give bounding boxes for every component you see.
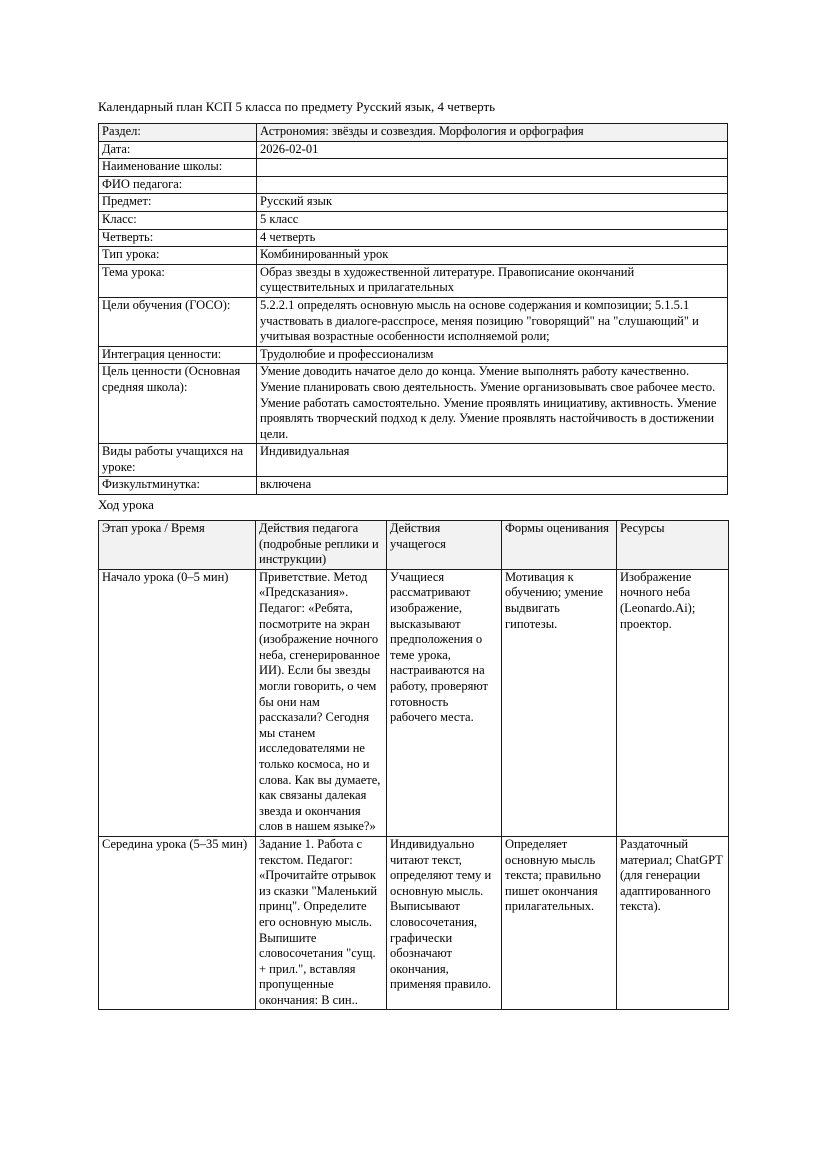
info-label-cell: Предмет: — [99, 194, 257, 212]
course-flow-section-title: Ход урока — [98, 497, 154, 513]
info-value-cell: Русский язык — [257, 194, 728, 212]
info-label-cell: Интеграция ценности: — [99, 346, 257, 364]
info-value-cell — [257, 159, 728, 177]
info-value-cell: 2026-02-01 — [257, 141, 728, 159]
info-value-cell — [257, 176, 728, 194]
info-row-quarter — [99, 229, 728, 247]
info-row-class — [99, 211, 728, 229]
info-value-cell: 5.2.2.1 определять основную мысль на основе содержания и композиции; 5.1.5.1 участвовать в диалоге-расспросе, меняя позицию "говорящий" на "слушающий" и учитывая возрастные особенности исполняемой роли; — [257, 297, 728, 346]
info-label-cell: ФИО педагога: — [99, 176, 257, 194]
flow-header-stage: Этап урока / Время — [99, 521, 256, 570]
info-row-goals — [99, 297, 728, 346]
info-value-cell: включена — [257, 477, 728, 495]
flow-header-resources: Ресурсы — [617, 521, 729, 570]
info-label-cell: Четверть: — [99, 229, 257, 247]
flow-cell-assessment: Определяет основную мысль текста; правильно пишет окончания прилагательных. — [502, 836, 617, 1010]
info-row-data — [99, 141, 728, 159]
flow-cell-teacher-actions: Приветствие. Метод «Предсказания». Педагог: «Ребята, посмотрите на экран (изображение ночного неба, сгенерированное ИИ). Если бы звезды могли говорить, о чем бы они нам рассказали? Сегодня мы станем исследователями не только космоса, но и слова. Как вы думаете, как связаны далекая звезда и окончания слов в нашем языке?» — [256, 569, 387, 836]
flow-cell-assessment: Мотивация к обучению; умение выдвигать гипотезы. — [502, 569, 617, 836]
info-label-cell: Тип урока: — [99, 247, 257, 265]
info-value-cell: 4 четверть — [257, 229, 728, 247]
info-row-razdel — [99, 124, 728, 142]
flow-header-teacher-actions: Действия педагога (подробные реплики и инструкции) — [256, 521, 387, 570]
info-row-phys-minute — [99, 477, 728, 495]
info-row-work-types — [99, 444, 728, 477]
info-value-cell: 5 класс — [257, 211, 728, 229]
info-value-cell: Комбинированный урок — [257, 247, 728, 265]
info-row-lesson-theme — [99, 264, 728, 297]
info-label-cell: Наименование школы: — [99, 159, 257, 177]
flow-row-lesson-middle — [99, 836, 729, 1010]
flow-cell-resources: Раздаточный материал; ChatGPT (для генерации адаптированного текста). — [617, 836, 729, 1010]
document-content — [98, 99, 728, 1010]
info-label-cell: Цель ценности (Основная средняя школа): — [99, 364, 257, 444]
info-value-cell: Астрономия: звёзды и созвездия. Морфология и орфография — [257, 124, 728, 142]
info-row-school — [99, 159, 728, 177]
document-title: Календарный план КСП 5 класса по предмету Русский язык, 4 четверть — [98, 99, 496, 114]
flow-row-lesson-start — [99, 569, 729, 836]
flow-header-row — [99, 521, 729, 570]
info-value-cell: Умение доводить начатое дело до конца. Умение выполнять работу качественно. Умение планировать свою деятельность. Умение организовывать свое рабочее место. Умение работать самостоятельно. Умение проявлять инициативу, активность. Умение проявлять творческий подход к делу. Умение проявлять настойчивость в достижении цели. — [257, 364, 728, 444]
info-label-cell: Дата: — [99, 141, 257, 159]
info-row-lesson-type — [99, 247, 728, 265]
info-row-values-integration — [99, 346, 728, 364]
info-label-cell: Раздел: — [99, 124, 257, 142]
info-label-cell: Тема урока: — [99, 264, 257, 297]
info-row-teacher-name — [99, 176, 728, 194]
flow-header-assessment: Формы оценивания — [502, 521, 617, 570]
flow-cell-student-actions: Индивидуально читают текст, определяют тему и основную мысль. Выписывают словосочетания, графически обозначают окончания, применяя правило. — [387, 836, 502, 1010]
info-label-cell: Класс: — [99, 211, 257, 229]
info-label-cell: Цели обучения (ГОСО): — [99, 297, 257, 346]
flow-cell-stage: Середина урока (5–35 мин) — [99, 836, 256, 1010]
info-row-subject — [99, 194, 728, 212]
lesson-info-table — [98, 123, 728, 495]
flow-cell-resources: Изображение ночного неба (Leonardo.Ai); проектор. — [617, 569, 729, 836]
info-label-cell: Физкультминутка: — [99, 477, 257, 495]
flow-header-student-actions: Действия учащегося — [387, 521, 502, 570]
info-value-cell: Индивидуальная — [257, 444, 728, 477]
info-value-cell: Образ звезды в художественной литературе. Правописание окончаний существительных и прилагательных — [257, 264, 728, 297]
flow-cell-teacher-actions: Задание 1. Работа с текстом. Педагог: «Прочитайте отрывок из сказки "Маленький принц". Определите его основную мысль. Выпишите словосочетания "сущ. + прил.", вставляя пропущенные окончания: В син.. — [256, 836, 387, 1010]
flow-cell-stage: Начало урока (0–5 мин) — [99, 569, 256, 836]
info-value-cell: Трудолюбие и профессионализм — [257, 346, 728, 364]
info-row-values-goal — [99, 364, 728, 444]
lesson-flow-table — [98, 520, 729, 1010]
flow-cell-student-actions: Учащиеся рассматривают изображение, высказывают предположения о теме урока, настраиваются на работу, проверяют готовность рабочего места. — [387, 569, 502, 836]
info-label-cell: Виды работы учащихся на уроке: — [99, 444, 257, 477]
